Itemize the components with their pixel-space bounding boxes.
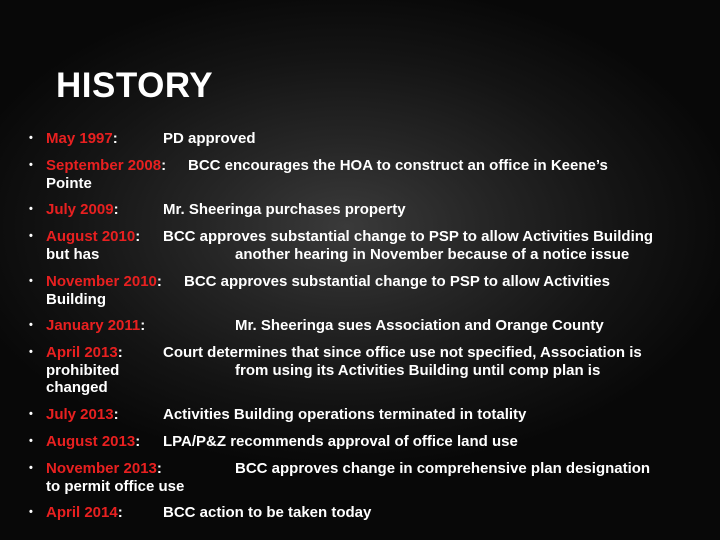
bullet-icon: • xyxy=(29,435,33,447)
bullet-icon: • xyxy=(29,319,33,331)
bullet-icon: • xyxy=(29,159,33,171)
item-text: BCC approves substantial change to PSP to allow Activities xyxy=(184,273,610,290)
item-text: Mr. Sheeringa sues Association and Orange County xyxy=(235,317,604,334)
item-colon: : xyxy=(135,433,141,450)
item-text-wrap: prohibited xyxy=(46,361,120,379)
item-date: January 2011 xyxy=(46,317,141,334)
item-colon: : xyxy=(113,406,119,423)
item-colon: : xyxy=(112,130,118,147)
item-date: September 2008 xyxy=(46,157,162,174)
item-colon: : xyxy=(156,460,162,477)
item-date: November 2013 xyxy=(46,460,157,477)
item-text-wrap: another hearing in November because of a notice issue xyxy=(235,245,630,263)
item-date: May 1997 xyxy=(46,130,113,147)
item-text: BCC approves change in comprehensive plan designation xyxy=(235,460,651,477)
page-title: HISTORY xyxy=(56,66,214,105)
item-text-wrap: from using its Activities Building until comp plan is xyxy=(235,361,601,379)
item-date: April 2014 xyxy=(46,504,118,521)
bullet-icon: • xyxy=(29,346,33,358)
bullet-icon: • xyxy=(29,506,33,518)
item-text-wrap: Pointe xyxy=(46,174,92,192)
item-colon: : xyxy=(140,317,146,334)
item-colon: : xyxy=(117,504,123,521)
bullet-icon: • xyxy=(29,132,33,144)
item-text: BCC action to be taken today xyxy=(163,504,372,521)
item-text: BCC encourages the HOA to construct an office in Keene’s xyxy=(188,157,608,174)
item-colon: : xyxy=(161,157,167,174)
item-colon: : xyxy=(117,344,123,361)
item-text-wrap: Building xyxy=(46,290,106,308)
item-text-wrap: changed xyxy=(46,379,108,396)
item-date: April 2013 xyxy=(46,344,118,361)
item-text-wrap: to permit office use xyxy=(46,477,185,495)
item-text-wrap: but has xyxy=(46,245,100,263)
item-date: July 2013 xyxy=(46,406,114,423)
bullet-icon: • xyxy=(29,275,33,287)
item-text: Court determines that since office use not specified, Association is xyxy=(163,344,642,361)
item-colon: : xyxy=(113,201,119,218)
item-text: PD approved xyxy=(163,130,256,147)
item-text: Mr. Sheeringa purchases property xyxy=(163,201,406,218)
bullet-icon: • xyxy=(29,230,33,242)
item-date: November 2010 xyxy=(46,273,157,290)
bullet-icon: • xyxy=(29,408,33,420)
item-text: BCC approves substantial change to PSP to allow Activities Building xyxy=(163,228,654,245)
item-colon: : xyxy=(135,228,141,245)
item-colon: : xyxy=(156,273,162,290)
bullet-icon: • xyxy=(29,462,33,474)
item-date: August 2010 xyxy=(46,228,136,245)
item-text: Activities Building operations terminated in totality xyxy=(163,406,527,423)
item-text: LPA/P&Z recommends approval of office land use xyxy=(163,433,518,450)
item-date: August 2013 xyxy=(46,433,136,450)
item-date: July 2009 xyxy=(46,201,114,218)
bullet-icon: • xyxy=(29,203,33,215)
